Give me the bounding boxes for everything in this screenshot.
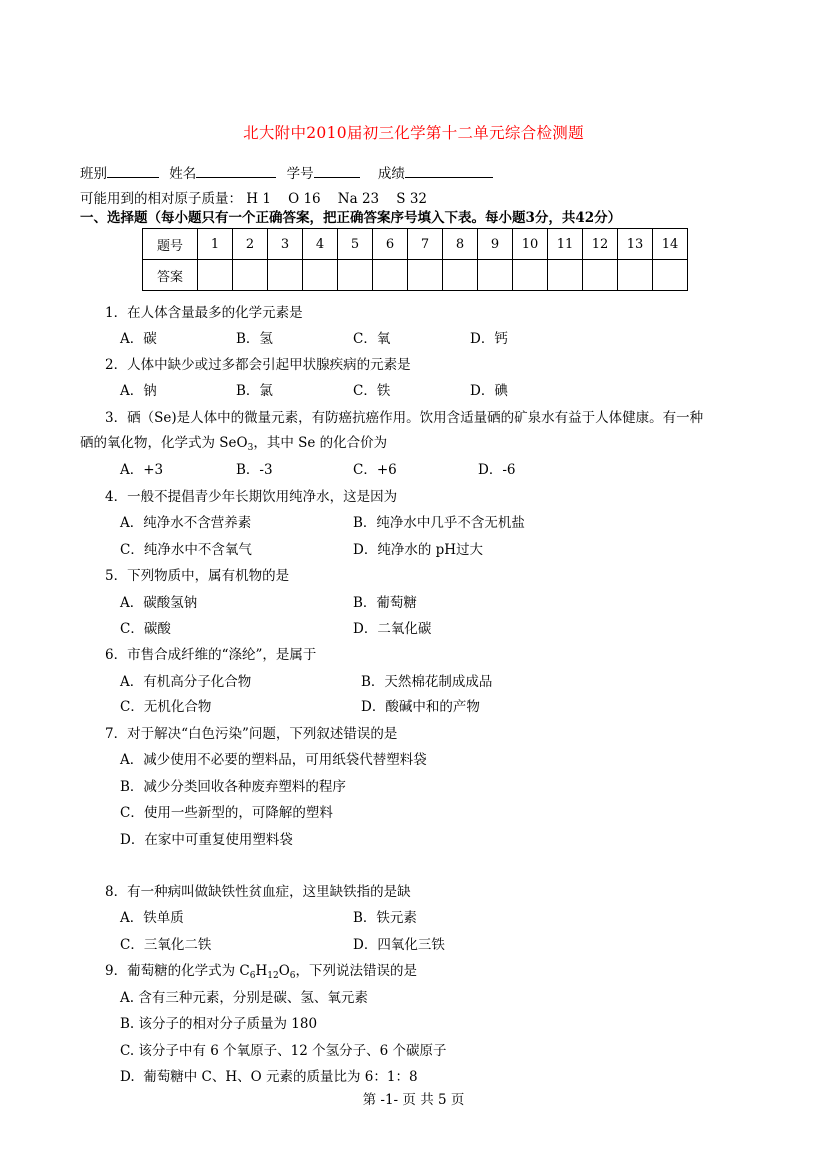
answer-cell[interactable] [373,260,408,291]
answer-cell[interactable] [443,260,478,291]
question-3-stem-line1: 3．硒（Se)是人体中的微量元素，有防癌抗癌作用。饮用含适量硒的矿泉水有益于人体健康。有一种 [105,410,704,426]
question-1-stem: 1．在人体含量最多的化学元素是 [105,305,303,321]
question-number-cell: 8 [443,229,478,260]
question-6-stem: 6．市售合成纤维的“涤纶”，是属于 [105,647,317,663]
question-number-cell: 14 [653,229,688,260]
name-blank[interactable] [196,164,276,178]
question-6-option-c: C．无机化合物 [120,699,212,715]
question-2-stem: 2．人体中缺少或过多都会引起甲状腺疾病的元素是 [105,357,411,373]
answer-cell[interactable] [338,260,373,291]
row-label-answer: 答案 [143,260,198,291]
question-9-subscript-h: 12 [267,971,279,981]
question-9-stem-text: 9．葡萄糖的化学式为 C [105,963,250,979]
question-number-cell: 12 [583,229,618,260]
question-1-option-d: D．钙 [470,331,508,347]
question-5-option-d: D．二氧化碳 [353,621,432,637]
answer-cell[interactable] [268,260,303,291]
answer-cell[interactable] [513,260,548,291]
score-blank[interactable] [405,164,493,178]
question-9-stem [105,959,417,981]
question-5-option-c: C．碳酸 [120,621,171,637]
question-8-option-d: D．四氧化三铁 [353,937,445,953]
question-2-option-c: C．铁 [353,383,391,399]
section1-heading: 一、选择题（每小题只有一个正确答案，把正确答案序号填入下表。每小题3分，共42分） [80,210,622,226]
question-8-option-b: B．铁元素 [353,910,417,926]
question-9-option-c: C. 该分子中有 6 个氧原子、12 个氢分子、6 个碳原子 [120,1043,447,1059]
question-2-option-d: D．碘 [470,383,508,399]
question-7-stem: 7．对于解决“白色污染”问题，下列叙述错误的是 [105,726,398,742]
table-row-answers [143,260,688,291]
question-7-option-d: D．在家中可重复使用塑料袋 [120,832,293,848]
question-7-option-b: B．减少分类回收各种废弃塑料的程序 [120,779,346,795]
question-number-cell: 13 [618,229,653,260]
row-label-number: 题号 [143,229,198,260]
question-8-option-a: A．铁单质 [120,910,184,926]
answer-cell[interactable] [583,260,618,291]
answer-cell[interactable] [408,260,443,291]
question-3-subscript: 3 [247,443,254,453]
answer-cell[interactable] [233,260,268,291]
id-blank[interactable] [314,164,360,178]
question-6-option-a: A．有机高分子化合物 [120,674,252,690]
question-number-cell: 3 [268,229,303,260]
question-3-option-d: D．-6 [478,462,516,478]
question-4-stem: 4．一般不提倡青少年长期饮用纯净水，这是因为 [105,489,398,505]
question-3-stem-text: 硒的氧化物，化学式为 SeO [80,435,248,451]
question-1-option-b: B．氢 [236,331,273,347]
question-7-option-a: A．减少使用不必要的塑料品，可用纸袋代替塑料袋 [120,752,427,768]
question-7-option-c: C．使用一些新型的，可降解的塑料 [120,805,333,821]
question-number-cell: 11 [548,229,583,260]
question-9-subscript-c: 6 [249,971,256,981]
answer-cell[interactable] [478,260,513,291]
answer-table [142,228,688,291]
question-9-formula-h: H [255,963,268,979]
answer-cell[interactable] [653,260,688,291]
answer-cell[interactable] [548,260,583,291]
question-2-option-a: A．钠 [120,383,157,399]
question-9-formula-o: O [278,963,290,979]
question-number-cell: 9 [478,229,513,260]
question-8-stem: 8．有一种病叫做缺铁性贫血症，这里缺铁指的是缺 [105,884,411,900]
question-number-cell: 4 [303,229,338,260]
page-footer: 第 -1- 页 共 5 页 [362,1092,465,1108]
id-label: 学号 [286,166,314,182]
question-number-cell: 7 [408,229,443,260]
question-1-option-a: A．碳 [120,331,157,347]
question-4-option-b: B．纯净水中几乎不含无机盐 [353,515,525,531]
question-number-cell: 1 [198,229,233,260]
class-label: 班别 [80,166,107,182]
question-number-cell: 2 [233,229,268,260]
question-3-option-a: A．+3 [120,462,164,478]
question-9-stem-text-end: ，下列说法错误的是 [295,963,417,979]
answer-cell[interactable] [303,260,338,291]
question-5-option-b: B．葡萄糖 [353,595,417,611]
question-6-option-d: D．酸碱中和的产物 [361,699,480,715]
question-3-stem-line2 [80,431,387,453]
question-number-cell: 10 [513,229,548,260]
question-4-option-c: C．纯净水中不含氧气 [120,542,252,558]
question-5-option-a: A．碳酸氢钠 [120,595,198,611]
question-8-option-c: C．三氧化二铁 [120,937,212,953]
question-6-option-b: B．天然棉花制成成品 [361,674,493,690]
name-label: 姓名 [169,166,197,182]
question-5-stem: 5．下列物质中，属有机物的是 [105,568,290,584]
question-3-option-c: C．+6 [353,462,397,478]
question-9-option-a: A. 含有三种元素，分别是碳、氢、氧元素 [120,990,368,1006]
question-9-option-d: D. 葡萄糖中 C、H、O 元素的质量比为 6：1：8 [120,1069,418,1085]
question-number-cell: 5 [338,229,373,260]
question-9-option-b: B. 该分子的相对分子质量为 180 [120,1016,318,1032]
question-3-stem-text-end: ，其中 Se 的化合价为 [253,435,388,451]
page-title: 北大附中2010届初三化学第十二单元综合检测题 [243,124,584,142]
answer-cell[interactable] [618,260,653,291]
atomic-mass-line: 可能用到的相对原子质量： H 1 O 16 Na 23 S 32 [80,191,428,207]
class-blank[interactable] [107,164,159,178]
student-info-line [80,162,493,182]
table-row-numbers [143,229,688,260]
question-1-option-c: C．氧 [353,331,391,347]
question-number-cell: 6 [373,229,408,260]
question-4-option-a: A．纯净水不含营养素 [120,515,252,531]
question-9-subscript-o: 6 [289,971,296,981]
answer-cell[interactable] [198,260,233,291]
question-3-option-b: B．-3 [236,462,273,478]
question-4-option-d: D．纯净水的 pH过大 [353,542,484,558]
score-label: 成绩 [377,166,405,182]
question-2-option-b: B．氯 [236,383,273,399]
